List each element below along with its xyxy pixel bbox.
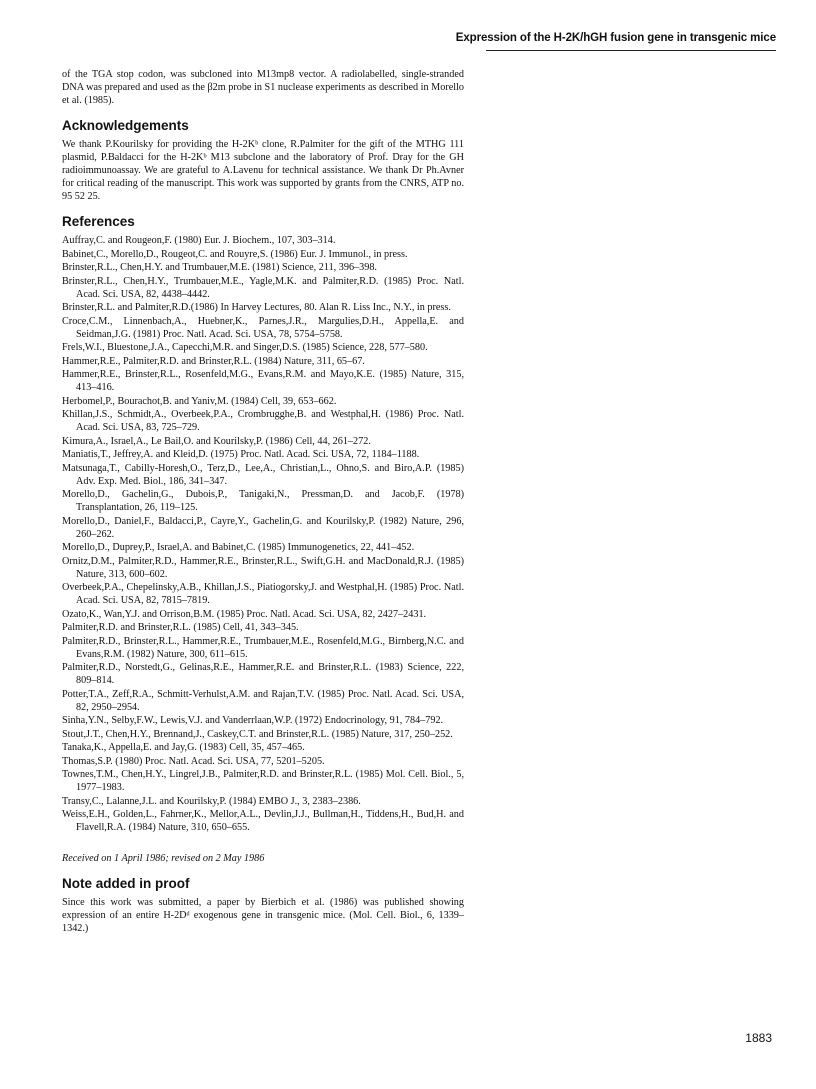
reference-item: Brinster,R.L., Chen,H.Y., Trumbauer,M.E., Yagle,M.K. and Palmiter,R.D. (1985) Proc. Natl. Acad. Sci. USA, 82, 4438–4442.: [62, 275, 464, 300]
reference-item: Tanaka,K., Appella,E. and Jay,G. (1983) Cell, 35, 457–465.: [62, 742, 305, 753]
reference-item: Ornitz,D.M., Palmiter,R.D., Hammer,R.E., Brinster,R.L., Swift,G.H. and MacDonald,R.J. (1985) Nature, 313, 600–602.: [62, 555, 464, 580]
reference-item: Palmiter,R.D., Brinster,R.L., Hammer,R.E., Trumbauer,M.E., Rosenfeld,M.G., Birnberg,N.C. and Evans,R.M. (1982) Nature, 300, 611–615.: [62, 635, 464, 660]
reference-item: Frels,W.I., Bluestone,J.A., Capecchi,M.R. and Singer,D.S. (1985) Science, 228, 577–580.: [62, 342, 428, 353]
reference-item: Matsunaga,T., Cabilly-Horesh,O., Terz,D., Lee,A., Christian,L., Ohno,S. and Biro,A.P. (1985) Adv. Exp. Med. Biol., 186, 341–347.: [62, 462, 464, 487]
main-column: [62, 68, 464, 935]
reference-item: Overbeek,P.A., Chepelinsky,A.B., Khillan,J.S., Piatiogorsky,J. and Westphal,H. (1985) Proc. Natl. Acad. Sci. USA, 82, 7815–7819.: [62, 582, 464, 606]
received-dates: Received on 1 April 1986; revised on 2 May 1986: [62, 853, 265, 864]
reference-item: Palmiter,R.D., Norstedt,G., Gelinas,R.E., Hammer,R.E. and Brinster,R.L. (1983) Science, 222, 809–814.: [62, 662, 464, 686]
reference-item: Weiss,E.H., Golden,L., Fahrner,K., Mellor,A.L., Devlin,J.J., Bullman,H., Tiddens,H., Bud,H. and Flavell,R.A. (1984) Nature, 310, 650–655.: [62, 809, 464, 833]
reference-item: Sinha,Y.N., Selby,F.W., Lewis,V.J. and Vanderrlaan,W.P. (1972) Endocrinology, 91, 784–792.: [62, 715, 444, 726]
reference-item: Thomas,S.P. (1980) Proc. Natl. Acad. Sci. USA, 77, 5201–5205.: [62, 755, 325, 767]
reference-item: Morello,D., Daniel,F., Baldacci,P., Cayre,Y., Gachelin,G. and Kourilsky,P. (1982) Nature, 296, 260–262.: [62, 515, 464, 540]
reference-item: Hammer,R.E., Palmiter,R.D. and Brinster,R.L. (1984) Nature, 311, 65–67.: [62, 355, 365, 367]
acknowledgements-text: We thank P.Kourilsky for providing the H-2Kᵇ clone, R.Palmiter for the gift of the MTHG 111 plasmid, P.Baldacci for the H-2Kᵇ M13 subclone and the laboratory of Prof. Dray for the GH radioimmunoassay. We are grateful to A.Lavenu for technical assistance. We thank Dr Ph.Avner for critical reading of the manuscript. This work was supported by grants from the CNRS, ATP no. 95 52 25.: [62, 139, 464, 202]
reference-item: Palmiter,R.D. and Brinster,R.L. (1985) Cell, 41, 343–345.: [62, 622, 299, 633]
running-head: Expression of the H-2K/hGH fusion gene in transgenic mice: [455, 32, 776, 44]
reference-item: Brinster,R.L., Chen,H.Y. and Trumbauer,M.E. (1981) Science, 211, 396–398.: [62, 262, 377, 273]
reference-item: Brinster,R.L. and Palmiter,R.D.(1986) In Harvey Lectures, 80. Alan R. Liss Inc., N.Y., in press.: [62, 302, 451, 313]
reference-item: Stout,J.T., Chen,H.Y., Brennand,J., Caskey,C.T. and Brinster,R.L. (1985) Nature, 317, 250–252.: [62, 728, 453, 740]
reference-item: Hammer,R.E., Brinster,R.L., Rosenfeld,M.G., Evans,R.M. and Mayo,K.E. (1985) Nature, 315, 413–416.: [62, 369, 464, 393]
references-list: [62, 234, 464, 834]
page-number: 1883: [745, 1031, 772, 1045]
reference-item: Maniatis,T., Jeffrey,A. and Kleid,D. (1975) Proc. Natl. Acad. Sci. USA, 72, 1184–1188.: [62, 449, 420, 460]
references-heading: References: [62, 214, 135, 229]
reference-item: Auffray,C. and Rougeon,F. (1980) Eur. J. Biochem., 107, 303–314.: [62, 235, 336, 246]
reference-item: Khillan,J.S., Schmidt,A., Overbeek,P.A., Crombrugghe,B. and Westphal,H. (1986) Proc. Natl. Acad. Sci. USA, 83, 725–729.: [62, 409, 464, 433]
reference-item: Morello,D., Duprey,P., Israel,A. and Babinet,C. (1985) Immunogenetics, 22, 441–452.: [62, 542, 415, 553]
note-heading: Note added in proof: [62, 876, 190, 891]
reference-item: Townes,T.M., Chen,H.Y., Lingrel,J.B., Palmiter,R.D. and Brinster,R.L. (1985) Mol. Cell. Biol., 5, 1977–1983.: [62, 769, 464, 793]
reference-item: Herbomel,P., Bourachot,B. and Yaniv,M. (1984) Cell, 39, 653–662.: [62, 395, 337, 407]
reference-item: Morello,D., Gachelin,G., Dubois,P., Tanigaki,N., Pressman,D. and Jacob,F. (1978) Transplantation, 26, 119–125.: [62, 489, 464, 513]
intro-paragraph: of the TGA stop codon, was subcloned into M13mp8 vector. A radiolabelled, single-stranded DNA was prepared and used as the β2m probe in S1 nuclease experiments as described in Morello et al. (1985).: [62, 69, 464, 106]
reference-item: Ozato,K., Wan,Y.J. and Orrison,B.M. (1985) Proc. Natl. Acad. Sci. USA, 82, 2427–2431.: [62, 608, 427, 620]
note-text: Since this work was submitted, a paper by Bierbich et al. (1986) was published showing expression of an entire H-2Dᵈ exogenous gene in transgenic mice. (Mol. Cell. Biol., 6, 1339–1342.): [62, 897, 464, 934]
reference-item: Transy,C., Lalanne,J.L. and Kourilsky,P. (1984) EMBO J., 3, 2383–2386.: [62, 795, 361, 807]
reference-item: Babinet,C., Morello,D., Rougeot,C. and Rouyre,S. (1986) Eur. J. Immunol., in press.: [62, 248, 408, 260]
acknowledgements-heading: Acknowledgements: [62, 118, 189, 133]
reference-item: Croce,C.M., Linnenbach,A., Huebner,K., Parnes,J.R., Margulies,D.H., Appella,E. and Seidman,J.G. (1981) Proc. Natl. Acad. Sci. USA, 78, 5754–5758.: [62, 315, 464, 340]
reference-item: Kimura,A., Israel,A., Le Bail,O. and Kourilsky,P. (1986) Cell, 44, 261–272.: [62, 435, 371, 447]
header-rule: [486, 50, 776, 51]
reference-item: Potter,T.A., Zeff,R.A., Schmitt-Verhulst,A.M. and Rajan,T.V. (1985) Proc. Natl. Acad. Sci. USA, 82, 2950–2954.: [62, 688, 464, 713]
